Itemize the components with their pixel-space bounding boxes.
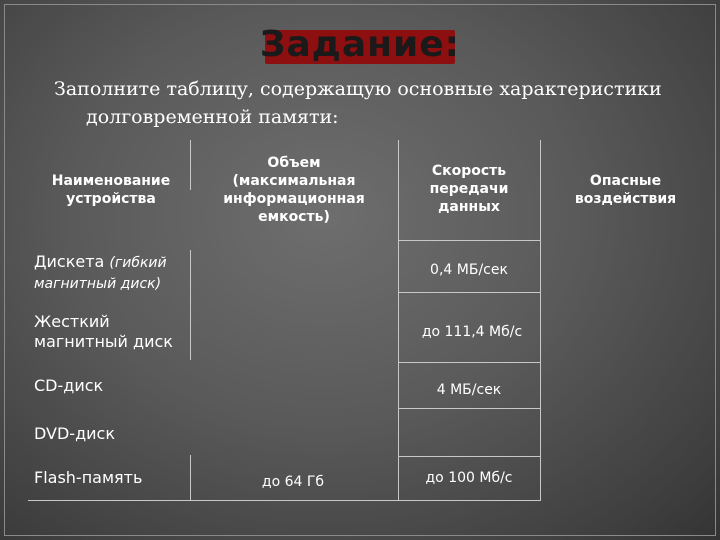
speed-diskette: 0,4 МБ/сек [430,262,508,278]
row-divider [398,240,541,241]
device-name: Дискета [34,252,105,271]
row-divider [398,456,541,457]
row-name-diskette [34,252,194,294]
header-capacity: Объем (максимальная информационная емкость) [223,155,365,225]
header-device-name: Наименование устройства [51,173,171,207]
column-divider [540,140,541,500]
row-divider [398,362,541,363]
volume-flash: до 64 Гб [261,474,325,490]
speed-flash: до 100 Мб/с [425,470,513,486]
instructions-line-2: долговременной памяти: [86,106,339,128]
slide-title: Задание: [259,24,461,65]
task-instructions [54,75,704,131]
device-name-note: (гибкий магнитный диск) [34,255,167,292]
memory-characteristics-table [28,140,713,500]
row-divider [398,292,541,293]
row-name-dvd: DVD-диск [34,424,115,443]
row-name-hdd: Жесткий магнитный диск [34,312,173,351]
instructions-line-1: Заполните таблицу, содержащую основные характеристики [54,78,662,100]
column-divider [190,140,191,190]
row-name-flash: Flash-память [34,468,143,487]
header-transfer-speed: Скорость передачи данных [429,163,509,215]
table-bottom-border [28,500,541,501]
column-divider [398,140,399,500]
row-divider [398,408,541,409]
header-hazards: Опасные воздействия [574,173,677,207]
speed-hdd: до 111,4 Мб/с [421,324,523,340]
speed-cd: 4 МБ/сек [436,382,502,398]
row-name-cd: CD-диск [34,376,104,395]
